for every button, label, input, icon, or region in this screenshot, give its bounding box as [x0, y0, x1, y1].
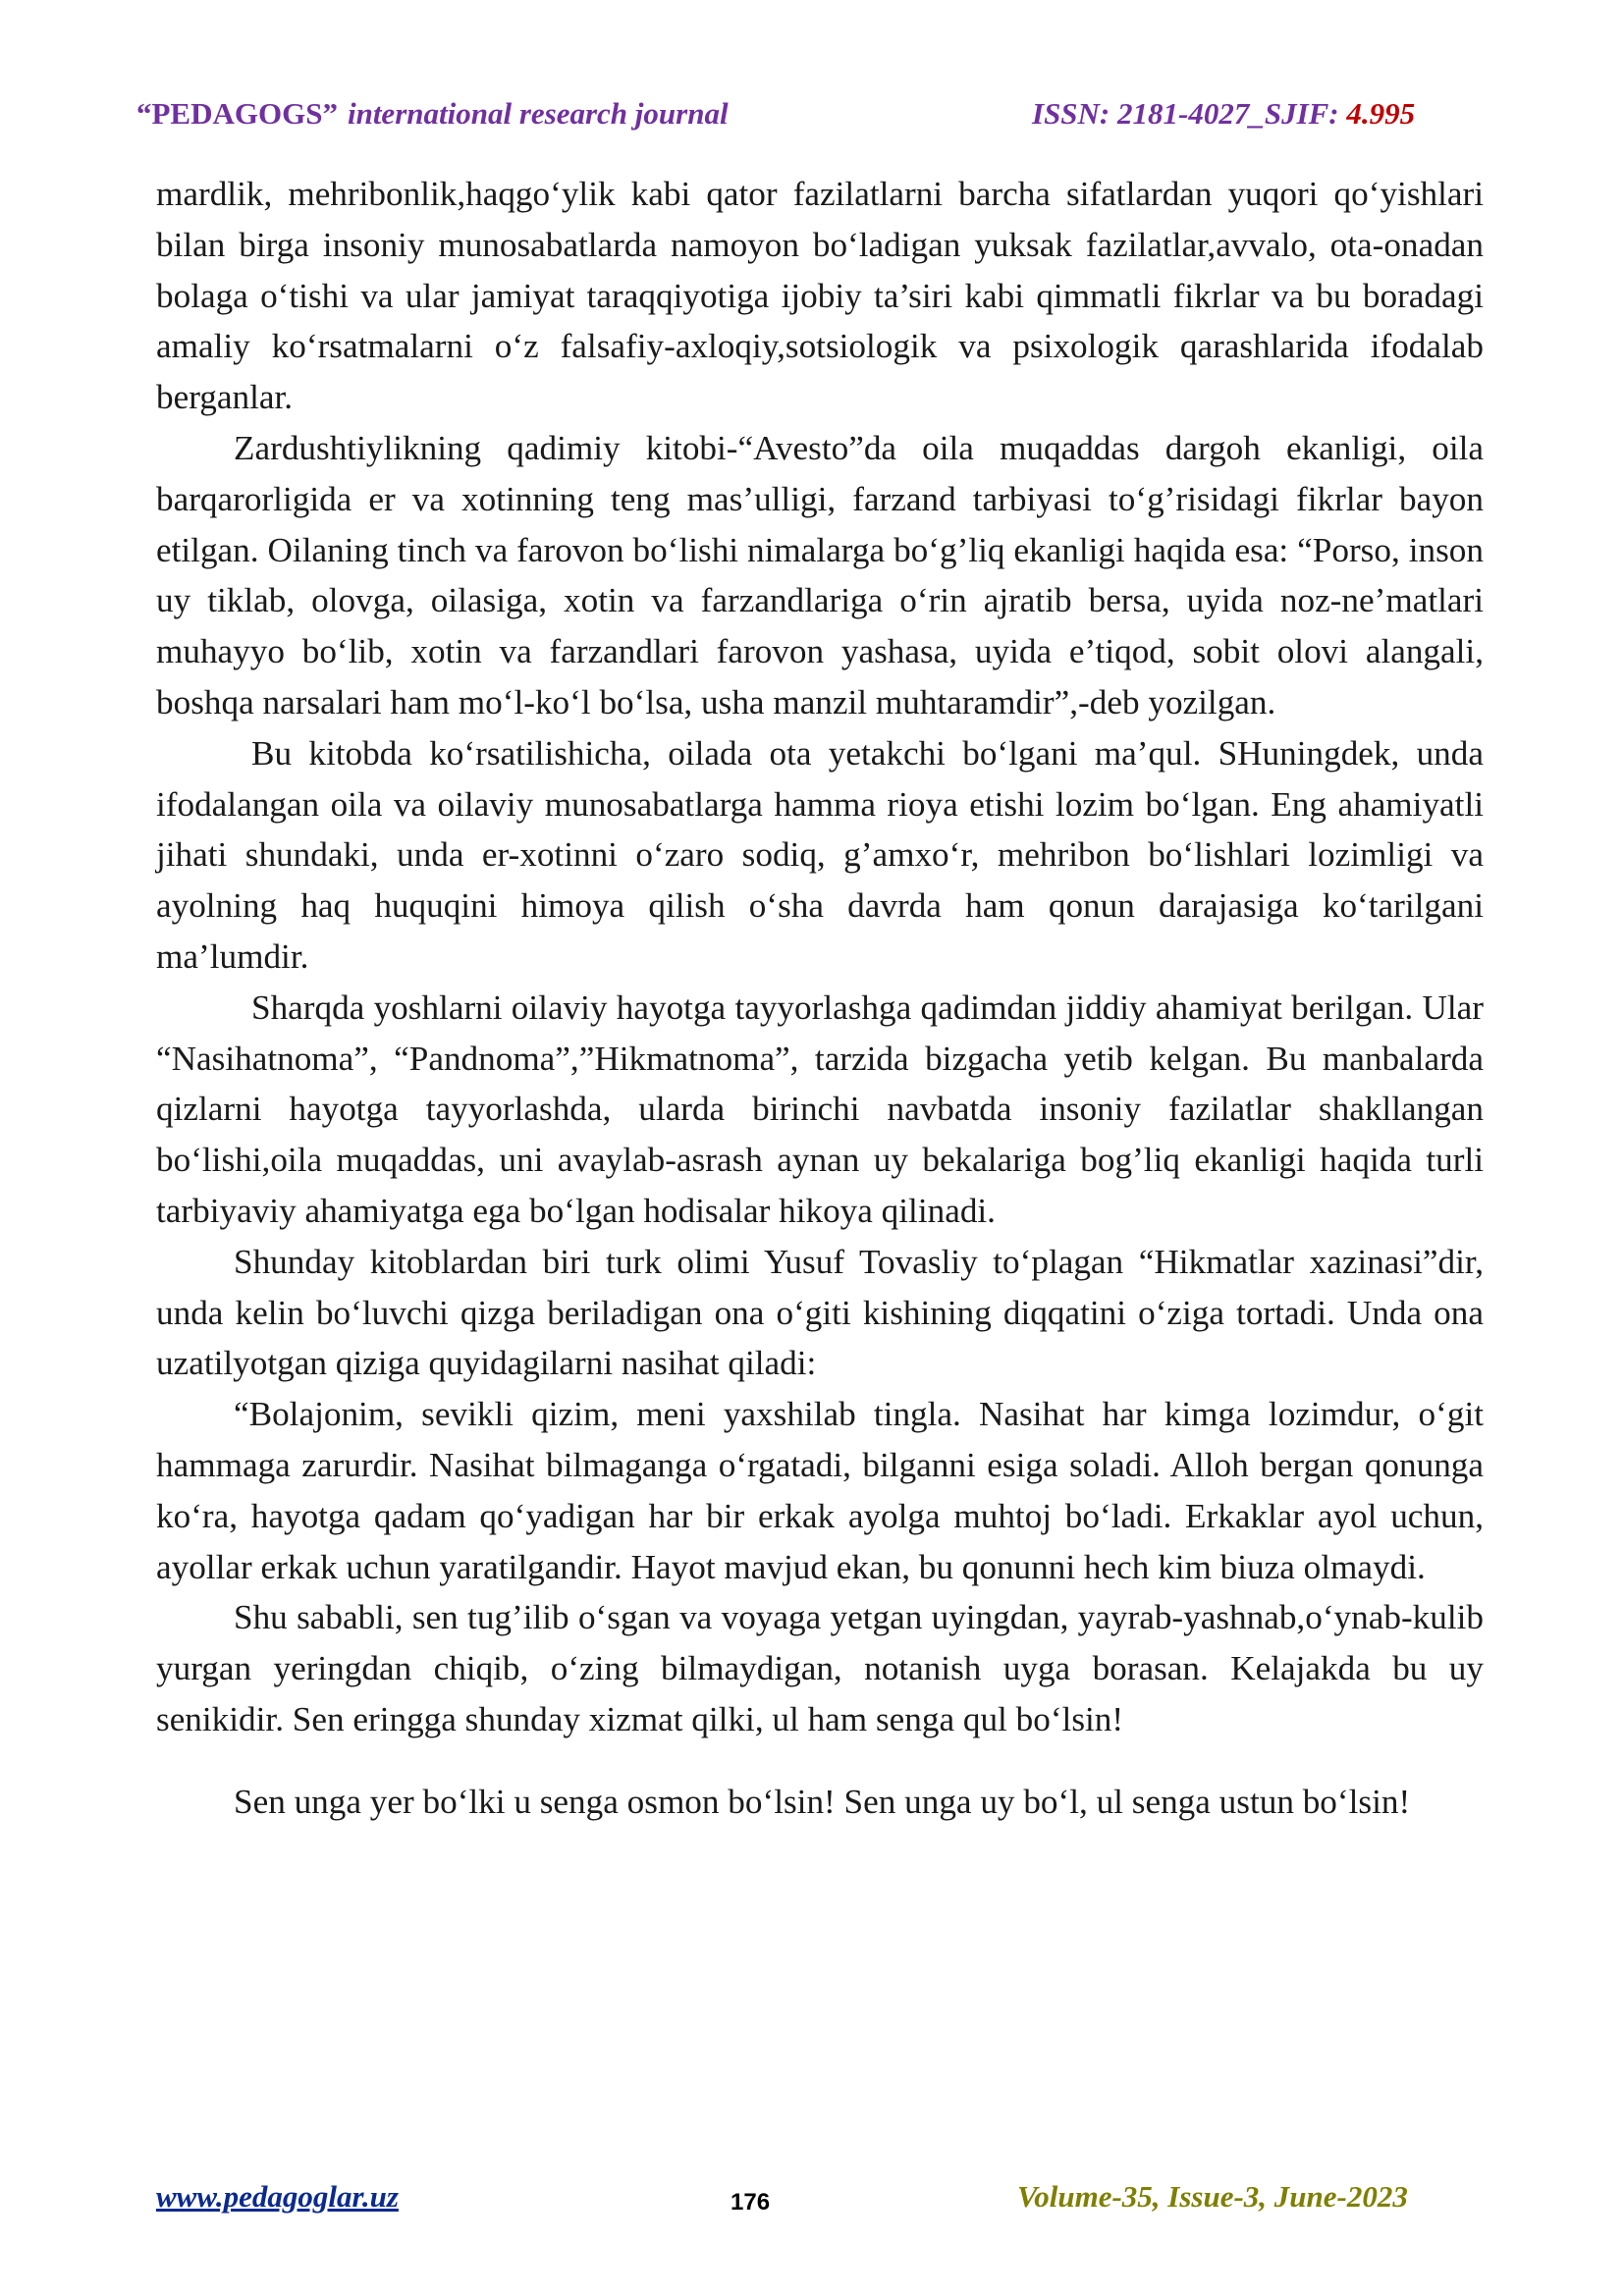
journal-name: “PEDAGOGS”	[136, 96, 338, 131]
paragraph: mardlik, mehribonlik,haqgo‘ylik kabi qator fazilatlarni barcha sifatlardan yuqori qo‘yishlari bilan birga insoniy munosabatlarda namoyon bo‘ladigan yuksak fazilatlar,avvalo, ota-onadan bolaga o‘tishi va ular jamiyat taraqqiyotiga ijobiy ta’siri kabi qimmatli fikrlar va bu boradagi amaliy ko‘rsatmalarni o‘z falsafiy-axloqiy,sotsiologik va psixologik qarashlarida ifodalab berganlar.	[156, 175, 1484, 417]
journal-header	[136, 96, 1448, 141]
paragraph: Shunday kitoblardan biri turk olimi Yusuf Tovasliy to‘plagan “Hikmatlar xazinasi”dir, unda kelin bo‘luvchi qizga beriladigan ona o‘giti kishining diqqatini o‘ziga tortadi. Unda ona uzatilyotgan qiziga quyidagilarni nasihat qiladi:	[156, 1242, 1484, 1383]
website-link[interactable]: www.pedagoglar.uz	[156, 2179, 399, 2214]
issn-info	[1032, 96, 1415, 132]
article-body	[156, 169, 1484, 1828]
impact-factor: 4.995	[1346, 96, 1416, 131]
paragraph: Shu sababli, sen tug’ilib o‘sgan va voyaga yetgan uyingdan, yayrab-yashnab,o‘ynab-kulib yurgan yeringdan chiqib, o‘zing bilmaydigan, notanish uyga borasan. Kelajakda bu uy senikidir. Sen eringga shunday xizmat qilki, ul ham senga qul bo‘lsin!	[156, 1598, 1484, 1738]
paragraph: Zardushtiylikning qadimiy kitobi-“Avesto”da oila muqaddas dargoh ekanligi, oila barqarorligida er va xotinning teng mas’ulligi, farzand tarbiyasi to‘g’risidagi fikrlar bayon etilgan. Oilaning tinch va farovon bo‘lishi nimalarga bo‘g’liq ekanligi haqida esa: “Porso, inson uy tiklab, olovga, oilasiga, xotin va farzandlariga o‘rin ajratib bersa, uyida noz-ne’matlari muhayyo bo‘lib, xotin va farzandlari farovon yashasa, uyida e’tiqod, sobit olovi alangali, boshqa narsalari ham mo‘l-ko‘l bo‘lsa, usha manzil muhtaramdir”,-deb yozilgan.	[156, 428, 1484, 721]
journal-title	[136, 96, 729, 132]
page-number: 176	[731, 2189, 771, 2216]
volume-info: Volume-35, Issue-3, June-2023	[1017, 2179, 1408, 2214]
paragraph: Bu kitobda ko‘rsatilishicha, oilada ota yetakchi bo‘lgani ma’qul. SHuningdek, unda ifodalangan oila va oilaviy munosabatlarga hamma rioya etishi lozim bo‘lgan. Eng ahamiyatli jihati shundaki, unda er-xotinni o‘zaro sodiq, g’amxo‘r, mehribon bo‘lishlari lozimligi va ayolning haq huquqini himoya qilish o‘sha davrda ham qonun darajasiga ko‘tarilgani ma’lumdir.	[156, 733, 1484, 976]
issn-text: ISSN: 2181-4027_SJIF:	[1032, 96, 1347, 131]
paragraph: Sen unga yer bo‘lki u senga osmon bo‘lsin! Sen unga uy bo‘l, ul senga ustun bo‘lsin!	[234, 1782, 1411, 1821]
paragraph: “Bolajonim, sevikli qizim, meni yaxshilab tingla. Nasihat har kimga lozimdur, o‘git hammaga zarurdir. Nasihat bilmaganga o‘rgatadi, bilganni esiga soladi. Alloh bergan qonunga ko‘ra, hayotga qadam qo‘yadigan har bir erkak ayolga muhtoj bo‘ladi. Erkaklar ayol uchun, ayollar erkak uchun yaratilgandir. Hayot mavjud ekan, bu qonunni hech kim biuza olmaydi.	[156, 1395, 1484, 1586]
journal-subtitle: international research journal	[347, 96, 729, 131]
paragraph: Sharqda yoshlarni oilaviy hayotga tayyorlashga qadimdan jiddiy ahamiyat berilgan. Ular “Nasihatnoma”, “Pandnoma”,”Hikmatnoma”, tarzida bizgacha yetib kelgan. Bu manbalarda qizlarni hayotga tayyorlashda, ularda birinchi navbatda insoniy fazilatlar shakllangan bo‘lishi,oila muqaddas, uni avaylab-asrash aynan uy bekalariga bog’liq ekanligi haqida turli tarbiyaviy ahamiyatga ega bo‘lgan hodisalar hikoya qilinadi.	[156, 988, 1484, 1230]
